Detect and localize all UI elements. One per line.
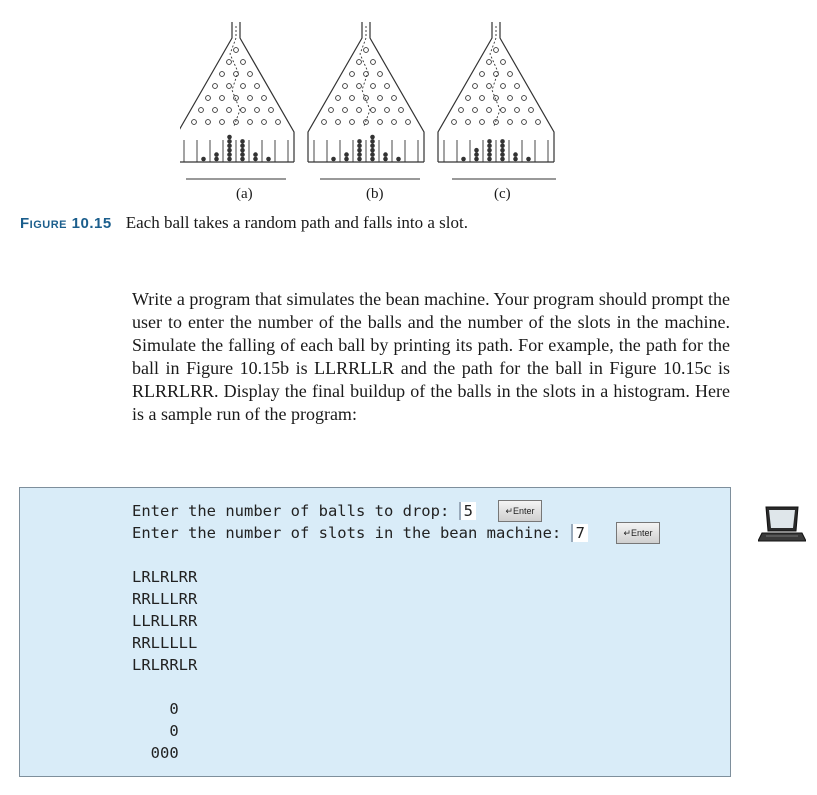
peg — [262, 120, 267, 125]
peg — [378, 72, 383, 77]
ball — [357, 139, 362, 144]
machine-outline — [500, 22, 554, 162]
ball — [240, 157, 245, 162]
ball — [383, 157, 388, 162]
peg — [220, 120, 225, 125]
ball — [214, 157, 219, 162]
machine-outline — [308, 22, 362, 162]
peg — [329, 108, 334, 113]
peg — [515, 84, 520, 89]
ball — [357, 157, 362, 162]
balls-input-value: 5 — [459, 502, 476, 520]
peg — [494, 48, 499, 53]
peg — [269, 108, 274, 113]
laptop-icon — [758, 505, 806, 545]
peg — [473, 84, 478, 89]
ball — [344, 157, 349, 162]
ball — [370, 148, 375, 153]
machine-outline — [370, 22, 424, 162]
ball — [370, 152, 375, 157]
peg — [508, 120, 513, 125]
peg — [248, 96, 253, 101]
ball — [357, 152, 362, 157]
ball — [383, 152, 388, 157]
enter-key-icon: ↵Enter — [498, 500, 542, 522]
peg — [406, 120, 411, 125]
peg — [392, 96, 397, 101]
ball — [500, 152, 505, 157]
machine-outline — [438, 22, 492, 162]
peg — [494, 96, 499, 101]
ball — [201, 157, 206, 162]
peg — [508, 72, 513, 77]
ball — [487, 144, 492, 149]
peg — [480, 120, 485, 125]
ball — [474, 148, 479, 153]
peg — [234, 48, 239, 53]
peg — [501, 108, 506, 113]
path-line: RRLLLLL — [132, 634, 198, 652]
prompt-balls: Enter the number of balls to drop: — [132, 502, 459, 520]
peg — [255, 108, 260, 113]
ball — [227, 139, 232, 144]
path-line: LLRLLRR — [132, 612, 198, 630]
peg — [473, 108, 478, 113]
peg — [515, 108, 520, 113]
prompt-slots: Enter the number of slots in the bean machine: — [132, 524, 571, 542]
peg — [371, 84, 376, 89]
ball — [370, 139, 375, 144]
peg — [480, 72, 485, 77]
peg — [501, 60, 506, 65]
bean-machine-figure — [180, 14, 570, 190]
peg — [220, 96, 225, 101]
ball — [331, 157, 336, 162]
peg — [459, 108, 464, 113]
peg — [487, 84, 492, 89]
ball — [474, 152, 479, 157]
histogram-row: 0 — [132, 700, 179, 718]
peg — [522, 120, 527, 125]
ball — [214, 152, 219, 157]
peg — [206, 96, 211, 101]
figure-number: Figure 10.15 — [20, 215, 112, 232]
peg — [487, 108, 492, 113]
ball — [487, 157, 492, 162]
ball — [370, 157, 375, 162]
path-line: RRLLLRR — [132, 590, 198, 608]
histogram-row: 0 — [132, 722, 179, 740]
peg — [234, 96, 239, 101]
peg — [466, 96, 471, 101]
ball — [253, 157, 258, 162]
peg — [241, 84, 246, 89]
ball — [240, 139, 245, 144]
peg — [343, 108, 348, 113]
path-line: LRLRLRR — [132, 568, 198, 586]
ball — [513, 157, 518, 162]
ball — [526, 157, 531, 162]
histogram-row: 000 — [132, 744, 179, 762]
peg — [350, 120, 355, 125]
ball — [240, 148, 245, 153]
peg — [357, 84, 362, 89]
ball — [500, 139, 505, 144]
peg — [322, 120, 327, 125]
peg — [357, 60, 362, 65]
ball — [461, 157, 466, 162]
peg — [385, 84, 390, 89]
peg — [378, 120, 383, 125]
peg — [262, 96, 267, 101]
peg — [350, 72, 355, 77]
peg — [248, 72, 253, 77]
ball — [227, 152, 232, 157]
ball — [227, 157, 232, 162]
peg — [213, 108, 218, 113]
peg — [227, 108, 232, 113]
ball — [487, 148, 492, 153]
figure-label-a: (a) — [236, 186, 253, 202]
peg — [452, 120, 457, 125]
peg — [255, 84, 260, 89]
peg — [241, 108, 246, 113]
ball — [344, 152, 349, 157]
machine-outline — [180, 22, 232, 162]
ball — [500, 144, 505, 149]
figure-label-c: (c) — [494, 186, 511, 202]
peg — [213, 84, 218, 89]
peg — [480, 96, 485, 101]
ball — [474, 157, 479, 162]
figure-caption-text: Each ball takes a random path and falls into a slot. — [125, 213, 468, 232]
peg — [364, 48, 369, 53]
ball — [227, 135, 232, 140]
peg — [371, 108, 376, 113]
prompt-balls-line — [132, 502, 476, 520]
ball — [370, 144, 375, 149]
peg — [508, 96, 513, 101]
peg — [192, 120, 197, 125]
ball — [357, 144, 362, 149]
ball — [240, 144, 245, 149]
ball — [227, 144, 232, 149]
ball — [487, 152, 492, 157]
ball — [357, 148, 362, 153]
peg — [371, 60, 376, 65]
peg — [241, 60, 246, 65]
peg — [364, 96, 369, 101]
peg — [385, 108, 390, 113]
peg — [357, 108, 362, 113]
peg — [227, 60, 232, 65]
peg — [536, 120, 541, 125]
peg — [248, 120, 253, 125]
peg — [466, 120, 471, 125]
ball — [370, 135, 375, 140]
peg — [220, 72, 225, 77]
figure-caption — [20, 213, 468, 233]
ball — [253, 152, 258, 157]
peg — [487, 60, 492, 65]
peg — [227, 84, 232, 89]
peg — [276, 120, 281, 125]
peg — [206, 120, 211, 125]
peg — [399, 108, 404, 113]
ball — [266, 157, 271, 162]
sample-run-box — [19, 487, 731, 777]
ball — [487, 139, 492, 144]
peg — [529, 108, 534, 113]
ball — [227, 148, 232, 153]
enter-key-icon: ↵Enter — [616, 522, 660, 544]
peg — [343, 84, 348, 89]
peg — [199, 108, 204, 113]
ball — [513, 152, 518, 157]
ball — [396, 157, 401, 162]
figure-label-b: (b) — [366, 186, 384, 202]
path-line: LRLRRLR — [132, 656, 198, 674]
slots-input-value: 7 — [571, 524, 588, 542]
peg — [336, 96, 341, 101]
peg — [392, 120, 397, 125]
exercise-text: Write a program that simulates the bean machine. Your program should prompt the user to enter the number of the balls and the number of the slots in the machine. Simulate the falling of each ball by printing its path. For example, the path for the ball in Figure 10.15b is LLRRLLR and the path for the ball in Figure 10.15c is RLRRLRR. Display the final buildup of the balls in the slots in a histogram. Here is a sample run of the program: — [132, 289, 730, 424]
peg — [522, 96, 527, 101]
ball — [240, 152, 245, 157]
peg — [501, 84, 506, 89]
peg — [350, 96, 355, 101]
peg — [378, 96, 383, 101]
peg — [336, 120, 341, 125]
machine-outline — [240, 22, 294, 162]
prompt-slots-line — [132, 524, 588, 542]
ball — [500, 148, 505, 153]
ball — [500, 157, 505, 162]
